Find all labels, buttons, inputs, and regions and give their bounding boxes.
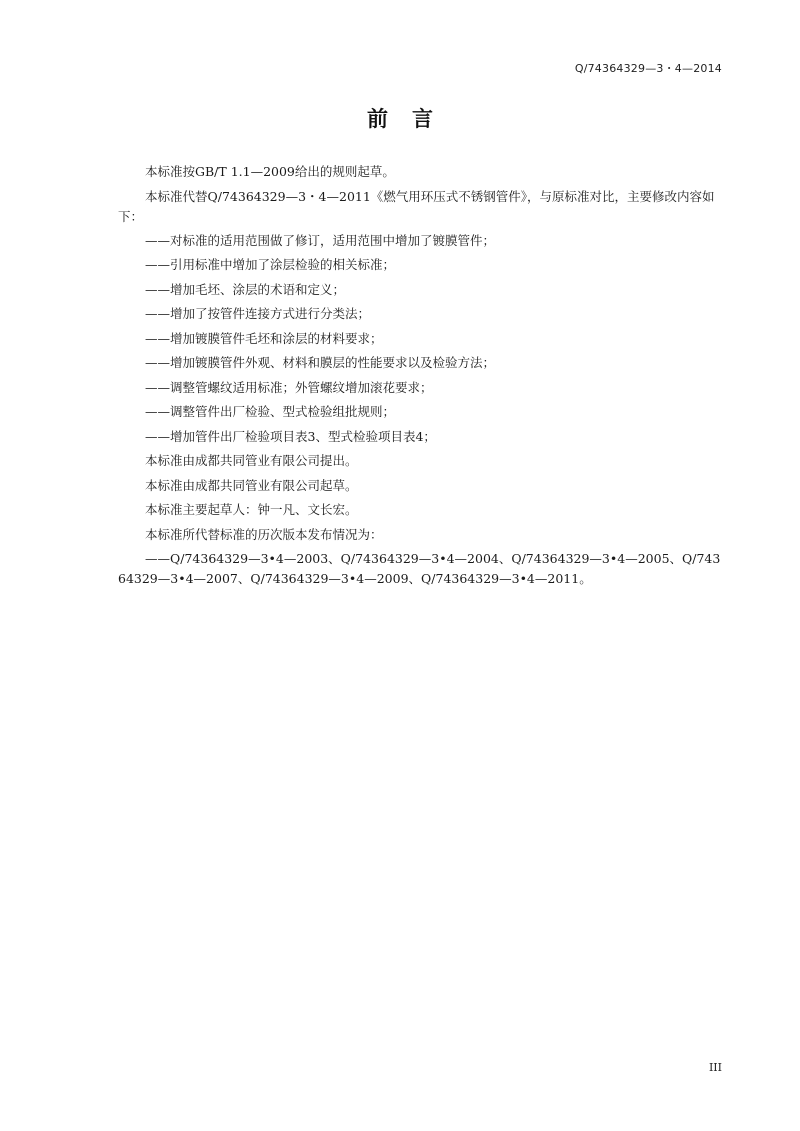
- list-item-change: ——增加毛坯、涂层的术语和定义；: [145, 281, 346, 297]
- list-item-change: ——增加镀膜管件毛坯和涂层的材料要求；: [145, 330, 383, 346]
- paragraph-drafter-org: 本标准由成都共同管业有限公司起草。: [145, 477, 358, 493]
- paragraph-history-versions: ——Q/74364329—3•4—2003、Q/74364329—3•4—2004、Q/74364329—3•4—2005、Q/74364329—3•4—2007、Q/74364329—3•4—2009、Q/74364329—3•4—2011。: [118, 551, 721, 586]
- paragraph-history-intro: 本标准所代替标准的历次版本发布情况为：: [145, 526, 383, 542]
- document-body: [118, 160, 725, 591]
- list-item-change: ——调整管件出厂检验、型式检验组批规则；: [145, 404, 396, 419]
- list-item-change: ——增加了按管件连接方式进行分类法；: [145, 306, 371, 321]
- list-item-change: ——调整管螺纹适用标准；外管螺纹增加滚花要求；: [145, 379, 433, 395]
- list-item-change: ——增加镀膜管件外观、材料和膜层的性能要求以及检验方法；: [145, 355, 496, 370]
- list-item-change: ——增加管件出厂检验项目表3、型式检验项目表4；: [145, 428, 436, 444]
- paragraph-replacement: 本标准代替Q/74364329—3・4—2011《燃气用环压式不锈钢管件》，与原标准对比，主要修改内容如下：: [118, 188, 715, 224]
- list-item-change: ——对标准的适用范围做了修订，适用范围中增加了镀膜管件；: [145, 232, 496, 248]
- paragraph-proposer: 本标准由成都共同管业有限公司提出。: [145, 453, 358, 468]
- page-title: 前言: [367, 107, 457, 131]
- paragraph-drafters: 本标准主要起草人：钟一凡、文长宏。: [145, 502, 358, 517]
- paragraph-drafting-rule: 本标准按GB/T 1.1—2009给出的规则起草。: [145, 164, 395, 179]
- list-item-change: ——引用标准中增加了涂层检验的相关标准；: [145, 257, 396, 272]
- standard-code-header: Q/74364329—3・4—2014: [574, 62, 722, 75]
- page-number: III: [708, 1061, 722, 1074]
